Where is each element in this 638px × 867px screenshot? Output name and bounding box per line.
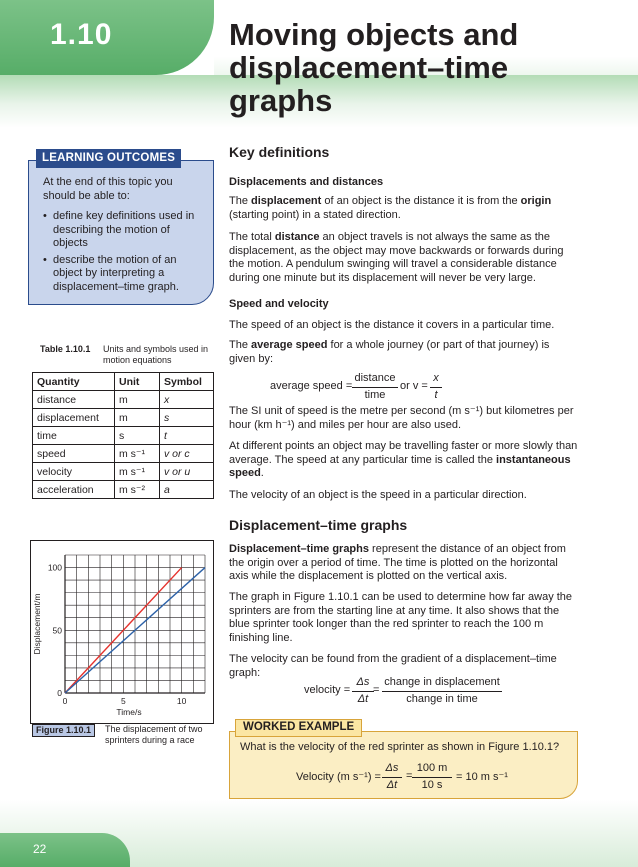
- table-cell: time: [33, 427, 115, 445]
- fraction-bar: [412, 777, 452, 778]
- fraction-bar: [352, 691, 374, 692]
- learning-outcomes-list: [43, 210, 207, 294]
- numerator: distance: [354, 372, 396, 384]
- text-run: an object travels is not always the same as the displacement, as the object may move backwards or forwards during the motion. A pendulum swinging will travel a considerable distance during one minute but its displacement will never be very large.: [229, 231, 564, 284]
- table-row: [33, 391, 214, 409]
- worked-formula-result: = 10 m s⁻¹: [456, 771, 508, 783]
- chart-svg: [31, 541, 213, 723]
- page-title: [229, 18, 629, 117]
- list-item: • describe the motion of an object by interpreting a displacement–time graph.: [43, 254, 207, 295]
- velocity-words-fraction: [382, 676, 502, 706]
- table-row: [33, 409, 214, 427]
- paragraph-distance: [229, 231, 578, 285]
- numerator: Δs: [356, 676, 370, 688]
- speed-formula-lhs: average speed =: [270, 380, 353, 392]
- paragraph-dt-graphs: [229, 543, 578, 584]
- section-heading: Displacement–time graphs: [229, 517, 408, 533]
- column-header: Symbol: [160, 373, 214, 391]
- velocity-formula-lhs: velocity =: [304, 684, 351, 696]
- y-tick-label: 100: [47, 562, 62, 573]
- section-number: 1.10: [50, 18, 113, 51]
- term-distance: distance: [274, 231, 320, 243]
- table-cell: v or u: [160, 463, 214, 481]
- table-cell: m s⁻²: [115, 481, 160, 499]
- figure-label: Figure 1.10.1: [32, 724, 95, 737]
- text-run: for a whole journey (or part of that journey) is given by:: [229, 339, 550, 365]
- table-cell: m s⁻¹: [115, 463, 160, 481]
- table-caption-text: Units and symbols used in motion equations: [103, 344, 209, 365]
- denominator: Δt: [386, 779, 398, 791]
- table-cell: m s⁻¹: [115, 445, 160, 463]
- worked-values-fraction: [412, 762, 452, 792]
- term-average-speed: average speed: [251, 339, 328, 351]
- x-axis-label: Time/s: [116, 707, 142, 717]
- table-row: [33, 463, 214, 481]
- speed-velocity-heading: [229, 298, 578, 312]
- velocity-formula-equals: =: [373, 684, 380, 696]
- table-cell: t: [160, 427, 214, 445]
- x-tick-label: 5: [120, 696, 126, 706]
- table-cell: s: [160, 409, 214, 427]
- table-cell: displacement: [33, 409, 115, 427]
- paragraph-si-unit: The SI unit of speed is the metre per second (m s⁻¹) but kilometres per hour (km h⁻¹) and miles per hour are also used.: [229, 405, 574, 431]
- velocity-fraction: [352, 676, 374, 706]
- table-cell: distance: [33, 391, 115, 409]
- subsection-heading: Displacements and distances: [229, 176, 384, 188]
- fraction-bar: [382, 691, 502, 692]
- worked-example-tag: WORKED EXAMPLE: [235, 719, 362, 737]
- title-line: displacement–time: [229, 50, 509, 85]
- title-line: Moving objects and: [229, 17, 519, 52]
- key-definitions-heading: [229, 146, 578, 160]
- denominator: t: [434, 389, 438, 401]
- fraction-bar: [430, 387, 442, 388]
- table-cell: m: [115, 409, 160, 427]
- numerator: Δs: [385, 762, 399, 774]
- table-label: Table 1.10.1: [40, 344, 91, 354]
- y-tick-label: 50: [52, 625, 62, 636]
- learning-outcomes-tag: LEARNING OUTCOMES: [36, 149, 181, 168]
- fraction-bar: [352, 387, 398, 388]
- table-cell: m: [115, 391, 160, 409]
- speed-fraction: [352, 372, 398, 402]
- text-run: represent the distance of an object from the origin over a period of time. The time is plotted on the horizontal axis while the displacement is plotted on the vertical axis.: [229, 543, 566, 583]
- list-item: • define key definitions used in describing the motion of objects: [43, 210, 207, 251]
- text-run: The total: [229, 231, 275, 243]
- column-header: Quantity: [33, 373, 115, 391]
- table-cell: acceleration: [33, 481, 115, 499]
- denominator: Δt: [357, 693, 369, 705]
- title-line: graphs: [229, 83, 333, 118]
- text-run: The: [229, 339, 252, 351]
- paragraph-gradient: The velocity can be found from the gradient of a displacement–time graph:: [229, 653, 557, 679]
- paragraph-displacement: [229, 195, 578, 222]
- table-header-row: [33, 373, 214, 391]
- table-cell: speed: [33, 445, 115, 463]
- denominator: 10 s: [421, 779, 443, 791]
- figure-caption-text: The displacement of two sprinters during a race: [105, 724, 203, 745]
- term-dt-graphs: Displacement–time graphs: [229, 543, 369, 555]
- displacements-heading: [229, 176, 578, 190]
- page-number: 22: [33, 842, 47, 856]
- units-table: [32, 372, 214, 499]
- learning-outcomes-text: [43, 176, 207, 297]
- table-row: [33, 427, 214, 445]
- table-cell: v or c: [160, 445, 214, 463]
- x-tick-label: 0: [62, 696, 68, 706]
- paragraph-average-speed: [229, 339, 578, 366]
- term-origin: origin: [520, 195, 552, 207]
- text-run: At different points an object may be travelling faster or more slowly than average. The speed at any particular time is called the: [229, 440, 578, 466]
- table-cell: x: [160, 391, 214, 409]
- paragraph-instantaneous: [229, 440, 578, 481]
- x-tick-label: 10: [176, 696, 187, 706]
- footer-tab: [0, 833, 130, 867]
- table-row: [33, 481, 214, 499]
- worked-formula-equals: =: [406, 770, 413, 782]
- denominator: time: [364, 389, 386, 401]
- worked-formula-lhs: Velocity (m s⁻¹) =: [296, 771, 381, 783]
- numerator: x: [433, 372, 439, 384]
- text-run: of an object is the distance it is from the: [321, 195, 521, 207]
- denominator: change in time: [406, 693, 478, 705]
- displacement-time-graph: [30, 540, 214, 724]
- worked-fraction: [382, 762, 402, 792]
- y-tick-label: 0: [57, 688, 62, 698]
- speed-symbol-fraction: [430, 372, 442, 402]
- paragraph-figure-ref: The graph in Figure 1.10.1 can be used to determine how far away the sprinters are from the starting line at any time. It also shows that the blue sprinter took longer than the red sprinter to reach the 100 m finishing line.: [229, 591, 573, 644]
- column-header: Unit: [115, 373, 160, 391]
- table-row: [33, 445, 214, 463]
- text-run: .: [260, 467, 264, 480]
- paragraph-velocity: The velocity of an object is the speed in a particular direction.: [229, 489, 527, 501]
- text-run: (starting point) in a stated direction.: [229, 208, 401, 221]
- text-run: The: [229, 195, 252, 207]
- term-instantaneous-speed: instantaneous speed: [229, 453, 571, 480]
- speed-formula-or: or v =: [400, 380, 428, 392]
- subsection-heading: Speed and velocity: [229, 298, 329, 310]
- section-heading: Key definitions: [229, 144, 330, 160]
- table-cell: velocity: [33, 463, 115, 481]
- y-axis-label: Displacement/m: [32, 593, 42, 655]
- table-cell: s: [115, 427, 160, 445]
- numerator: change in displacement: [384, 676, 500, 688]
- fraction-bar: [382, 777, 402, 778]
- paragraph-speed: The speed of an object is the distance it covers in a particular time.: [229, 319, 555, 331]
- displacement-time-heading: [229, 519, 578, 533]
- term-displacement: displacement: [251, 195, 322, 207]
- numerator: 100 m: [416, 762, 448, 774]
- worked-example-question: What is the velocity of the red sprinter as shown in Figure 1.10.1?: [240, 741, 560, 753]
- table-cell: a: [160, 481, 214, 499]
- learning-outcomes-intro: At the end of this topic you should be able to:: [43, 176, 173, 202]
